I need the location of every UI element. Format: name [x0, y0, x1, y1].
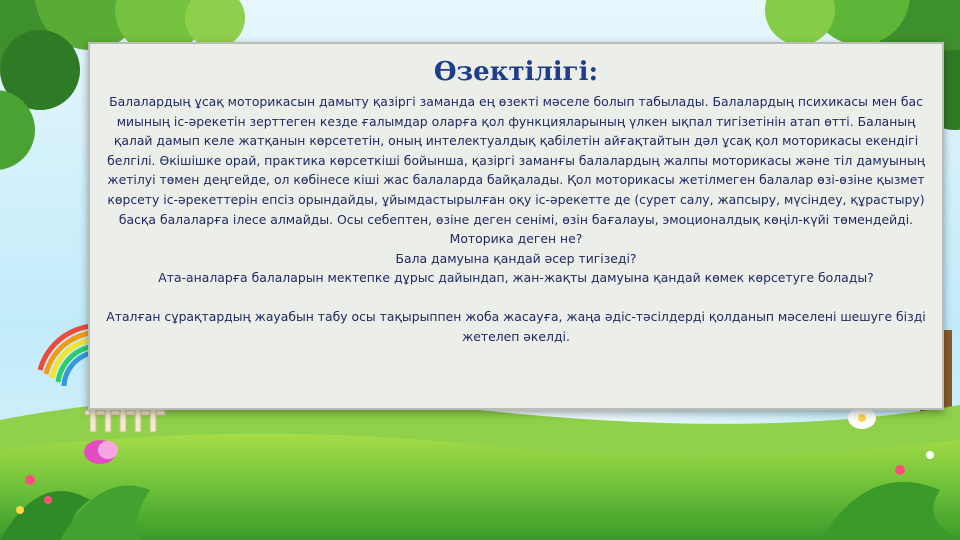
- slide-title: Өзектілігі:: [433, 57, 599, 87]
- relevance-paragraph: Балалардың ұсақ моторикасын дамыту қазіргі заманда ең өзекті мәселе болып табылады. Балалардың психикасы мен бас миының іс-әрекетін зерттеген кезде ғалымдар оларға қол функцияларының үлкен ықпал тигізетінін атап өтті. Баланың қалай дамып келе жатқанын көрсететін, оның интелектуалдық қабілетін айғақтайтын дәл ұсақ қол моторикасы екендігі белгілі. Өкішішке орай, практика көрсеткіші бойынша, қазіргі заманғы балалардың жалпы моторикасы және тіл дамуының жетілуі төмен деңгейде, ол көбінесе кіші жас балаларда байқалады. Қол моторикасы жетілмеген балалар өзі-өзіне қызмет көрсету іс-әрекеттерін епсіз орындайды, ұйымдастырылған оқу іс-әрекетте де (сурет салу, жапсыру, мүсіндеу, құрастыру) басқа балаларға ілесе алмайды. Осы себептен, өзіне деген сенімі, өзін бағалауы, эмоционалдық көңіл-күйі төмендейді.: [107, 94, 925, 227]
- content-card: [88, 42, 944, 410]
- question-2: Бала дамуына қандай әсер тигізеді?: [395, 250, 637, 266]
- spacer: [100, 288, 932, 307]
- question-1: Моторика деген не?: [449, 231, 583, 247]
- question-3: Ата-аналарға балаларын мектепке дұрыс дайындап, жан-жақты дамуына қандай көмек көрсетуге болады?: [158, 270, 874, 286]
- conclusion-paragraph: Аталған сұрақтардың жауабын табу осы тақырыппен жоба жасауға, жаңа әдіс-тәсілдерді қолданып мәселені шешуге бізді жетелеп әкелді.: [106, 308, 926, 344]
- slide-body: [100, 92, 932, 346]
